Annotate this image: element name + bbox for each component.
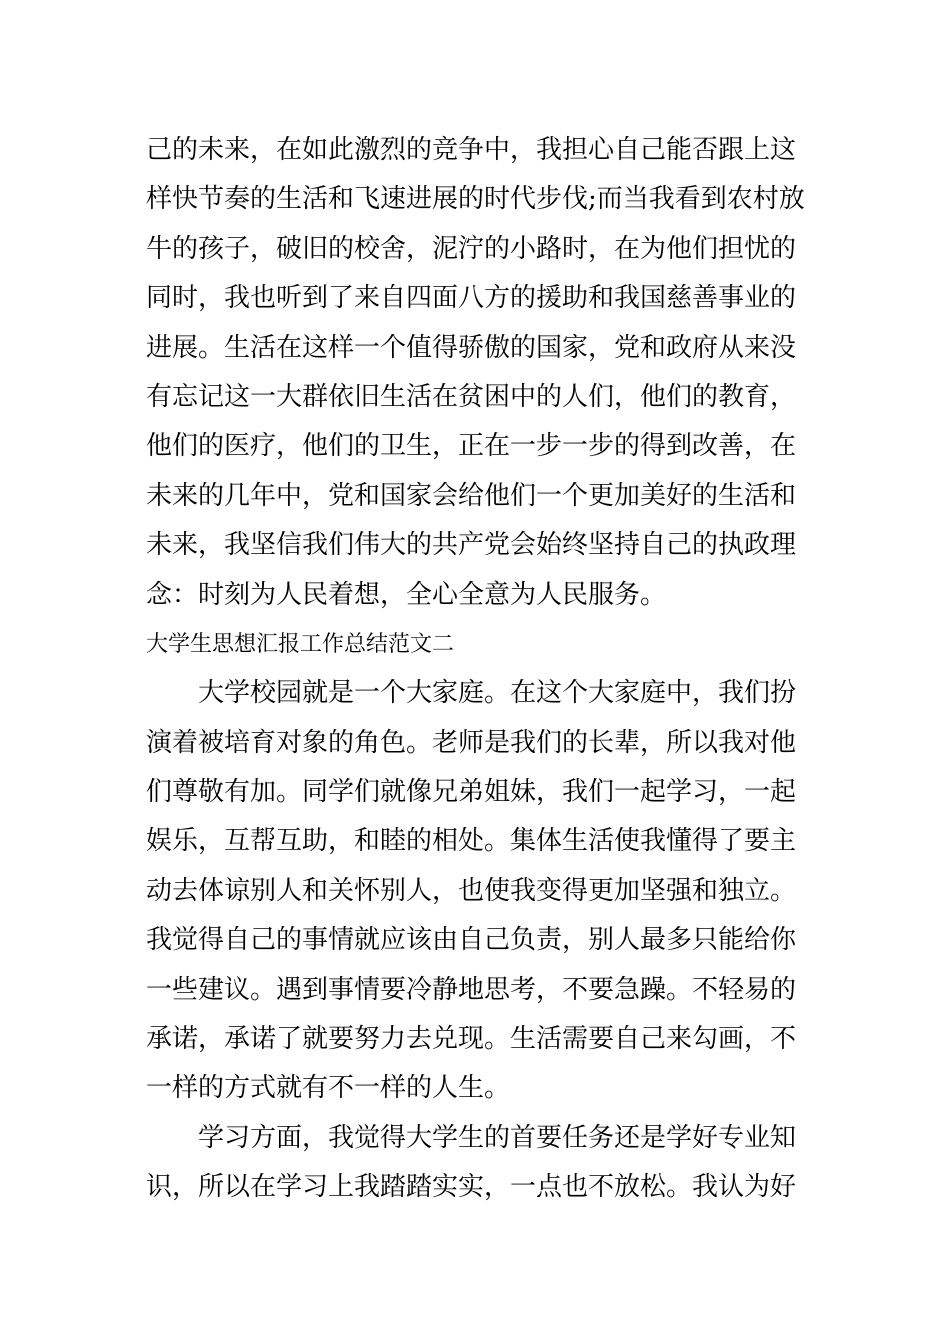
text-line: 未来，我坚信我们伟大的共产党会始终坚持自己的执政理: [146, 530, 797, 561]
text-line: 念：时刻为人民着想，全心全意为人民服务。: [146, 579, 667, 610]
text-line: 有忘记这一大群依旧生活在贫困中的人们，他们的教育，: [146, 381, 797, 412]
text-line: 牛的孩子，破旧的校舍，泥泞的小路时，在为他们担忧的: [146, 233, 797, 264]
text-line: 一些建议。遇到事情要冷静地思考，不要急躁。不轻易的: [146, 974, 797, 1005]
text-line: 样快节奏的生活和飞速进展的时代步伐;而当我看到农村放: [146, 184, 805, 215]
paragraph-2: [146, 669, 816, 1114]
text-line: 娱乐，互帮互助，和睦的相处。集体生活使我懂得了要主: [146, 826, 797, 857]
paragraph-1: [146, 126, 816, 620]
text-line: 我觉得自己的事情就应该由自己负责，别人最多只能给你: [146, 925, 797, 956]
text-line: 演着被培育对象的角色。老师是我们的长辈，所以我对他: [146, 727, 797, 758]
text-line: 他们的医疗，他们的卫生，正在一步一步的得到改善，在: [146, 431, 797, 462]
text-line: 动去体谅别人和关怀别人，也使我变得更加坚强和独立。: [146, 875, 797, 906]
text-line: 未来的几年中，党和国家会给他们一个更加美好的生活和: [146, 480, 797, 511]
text-line: 进展。生活在这样一个值得骄傲的国家，党和政府从来没: [146, 332, 797, 363]
paragraph-3: [146, 1114, 816, 1213]
section-heading: 大学生思想汇报工作总结范文二: [146, 631, 455, 657]
text-line: 己的未来，在如此激烈的竞争中，我担心自己能否跟上这: [146, 135, 797, 165]
text-line: 同时，我也听到了来自四面八方的援助和我国慈善事业的: [146, 283, 797, 314]
text-line: 一样的方式就有不一样的人生。: [146, 1073, 511, 1104]
text-line: 们尊敬有加。同学们就像兄弟姐妹，我们一起学习，一起: [146, 777, 797, 808]
text-line: 承诺，承诺了就要努力去兑现。生活需要自己来勾画，不: [146, 1024, 797, 1055]
text-line: 识，所以在学习上我踏踏实实，一点也不放松。我认为好: [146, 1172, 797, 1203]
document-page: [146, 126, 816, 1213]
text-line: 学习方面，我觉得大学生的首要任务还是学好专业知: [198, 1122, 797, 1153]
text-line: 大学校园就是一个大家庭。在这个大家庭中，我们扮: [198, 678, 797, 709]
